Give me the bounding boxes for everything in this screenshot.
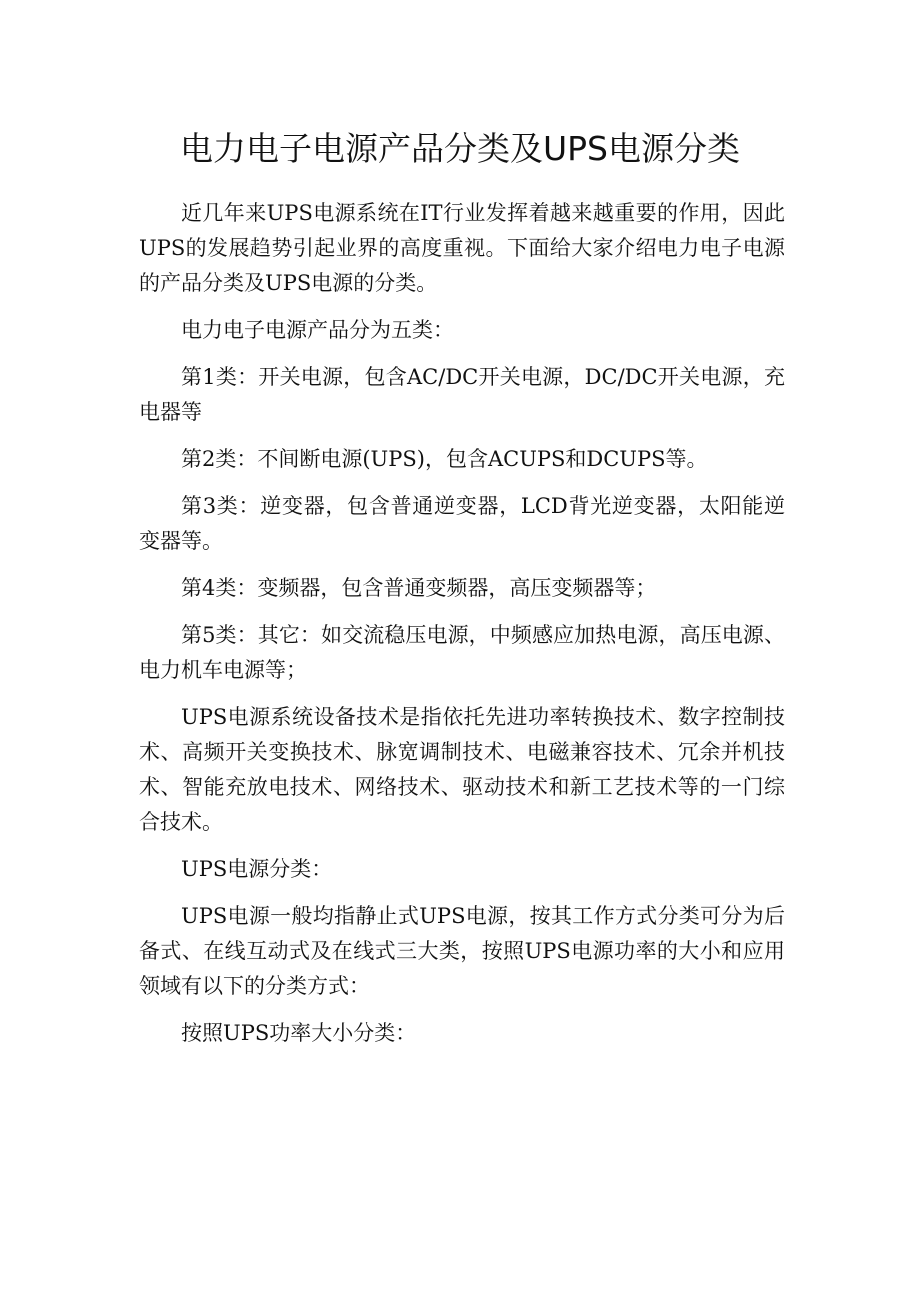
paragraph-categories-heading: 电力电子电源产品分为五类：	[181, 318, 454, 342]
paragraph-ups-classification: UPS电源一般均指静止式UPS电源，按其工作方式分类可分为后备式、在线互动式及在线式三大类，按照UPS电源功率的大小和应用领域有以下的分类方式：	[139, 904, 785, 998]
paragraph-intro: 近几年来UPS电源系统在IT行业发挥着越来越重要的作用，因此UPS的发展趋势引起业界的高度重视。下面给大家介绍电力电子电源的产品分类及UPS电源的分类。	[139, 201, 785, 295]
document-title: 电力电子电源产品分类及UPS电源分类	[179, 129, 740, 168]
paragraph-power-classification-heading: 按照UPS功率大小分类：	[181, 1021, 417, 1045]
document-body	[139, 196, 785, 1063]
paragraph-category-3: 第3类：逆变器，包含普通逆变器，LCD背光逆变器，太阳能逆变器等。	[139, 494, 785, 553]
paragraph-ups-classification-heading: UPS电源分类：	[181, 857, 333, 881]
paragraph-category-5: 第5类：其它：如交流稳压电源，中频感应加热电源，高压电源、电力机车电源等；	[139, 623, 785, 682]
paragraph-category-2: 第2类：不间断电源(UPS)，包含ACUPS和DCUPS等。	[181, 447, 708, 471]
paragraph-category-1: 第1类：开关电源，包含AC/DC开关电源，DC/DC开关电源，充电器等	[139, 365, 785, 424]
paragraph-category-4: 第4类：变频器，包含普通变频器，高压变频器等；	[181, 576, 657, 600]
paragraph-ups-technology: UPS电源系统设备技术是指依托先进功率转换技术、数字控制技术、高频开关变换技术、脉宽调制技术、电磁兼容技术、冗余并机技术、智能充放电技术、网络技术、驱动技术和新工艺技术等的一门综合技术。	[139, 705, 785, 834]
